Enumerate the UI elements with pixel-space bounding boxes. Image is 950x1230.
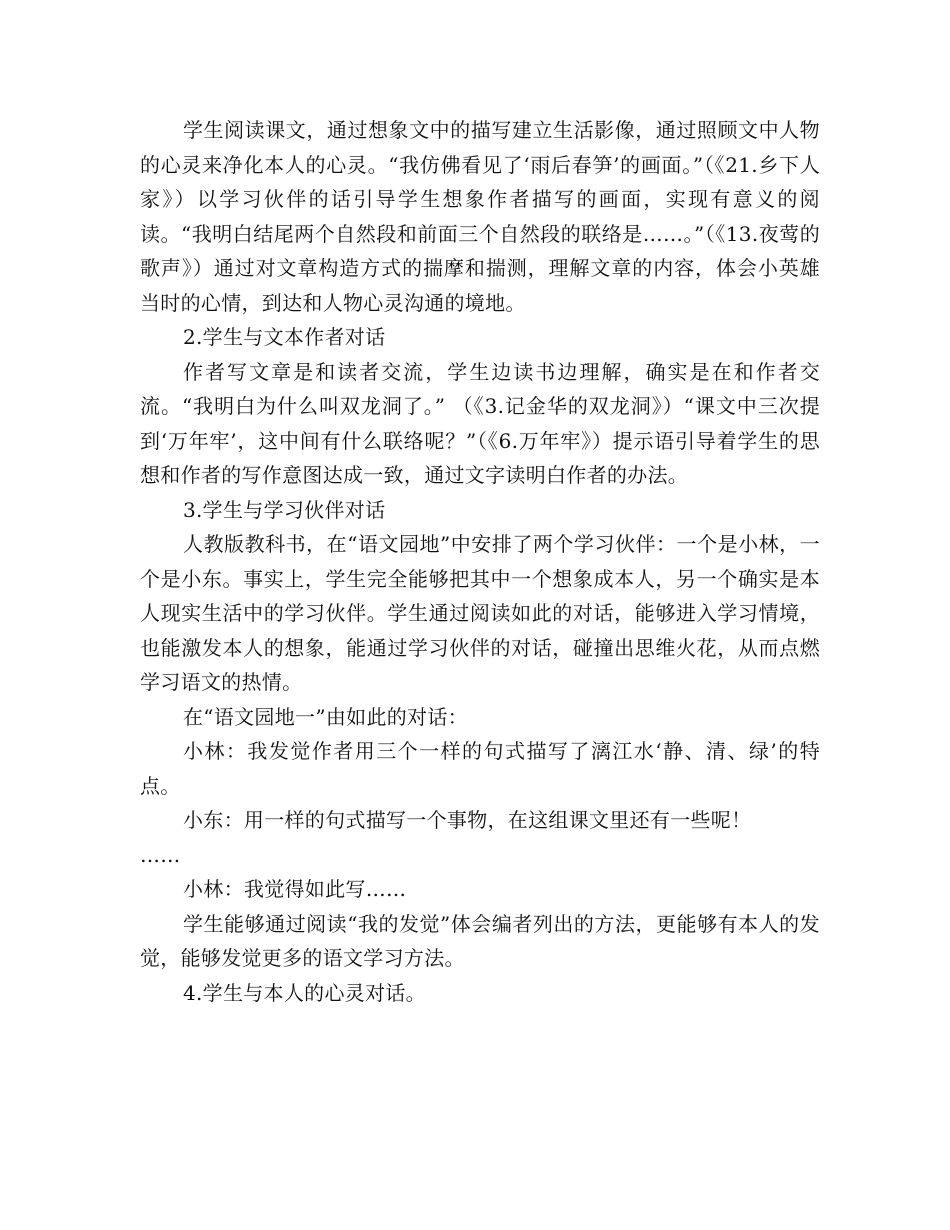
paragraph-peer-dialogue: 人教版教科书，在“语文园地”中安排了两个学习伙伴：一个是小林，一个是小东。事实上，学生完全能够把其中一个想象成本人，另一个确实是本人现实生活中的学习伙伴。学生通过阅读如此的对话，能够进入学习情境，也能激发本人的想象，能通过学习伙伴的对话，碰撞出思维火花，从而点燃学习语文的热情。 [140, 532, 820, 694]
dialogue-ellipsis: …… [140, 842, 181, 867]
paragraph-reading-imagination: 学生阅读课文，通过想象文中的描写建立生活影像，通过照顾文中人物的心灵来净化本人的心灵。“我仿佛看见了‘雨后春笋’的画面。”（《21.乡下人家》）以学习伙伴的话引导学生想象作者描写的画面，实现有意义的阅读。“我明白结尾两个自然段和前面三个自然段的联络是……。”（《13.夜莺的歌声》）通过对文章构造方式的揣摩和揣测，理解文章的内容，体会小英雄当时的心情，到达和人物心灵沟通的境地。 [140, 118, 820, 315]
dialogue-line-xiaolin-1: 小林：我发觉作者用三个一样的句式描写了漓江水‘静、清、绿’的特点。 [140, 739, 820, 798]
dialogue-line-xiaolin-2: 小林：我觉得如此写…… [183, 877, 407, 901]
paragraph-dialogue-intro: 在“语文园地一”由如此的对话： [183, 704, 468, 729]
dialogue-line-xiaodong: 小东：用一样的句式描写一个事物，在这组课文里还有一些呢！ [183, 808, 752, 832]
paragraph-discovery: 学生能够通过阅读“我的发觉”体会编者列出的方法，更能够有本人的发觉，能够发觉更多的语文学习方法。 [140, 911, 820, 970]
section-heading-author-dialogue: 2.学生与文本作者对话 [183, 325, 386, 349]
paragraph-author-dialogue: 作者写文章是和读者交流，学生边读书边理解，确实是在和作者交流。“我明白为什么叫双龙洞了。” （《3.记金华的双龙洞》）“课文中三次提到‘万年牢’，这中间有什么联络呢？”（《6.万年牢》）提示语引导着学生的思想和作者的写作意图达成一致，通过文字读明白作者的办法。 [140, 359, 820, 487]
document-body [140, 113, 820, 1010]
section-heading-heart-dialogue: 4.学生与本人的心灵对话。 [183, 980, 426, 1005]
section-heading-peer-dialogue: 3.学生与学习伙伴对话 [183, 497, 386, 522]
